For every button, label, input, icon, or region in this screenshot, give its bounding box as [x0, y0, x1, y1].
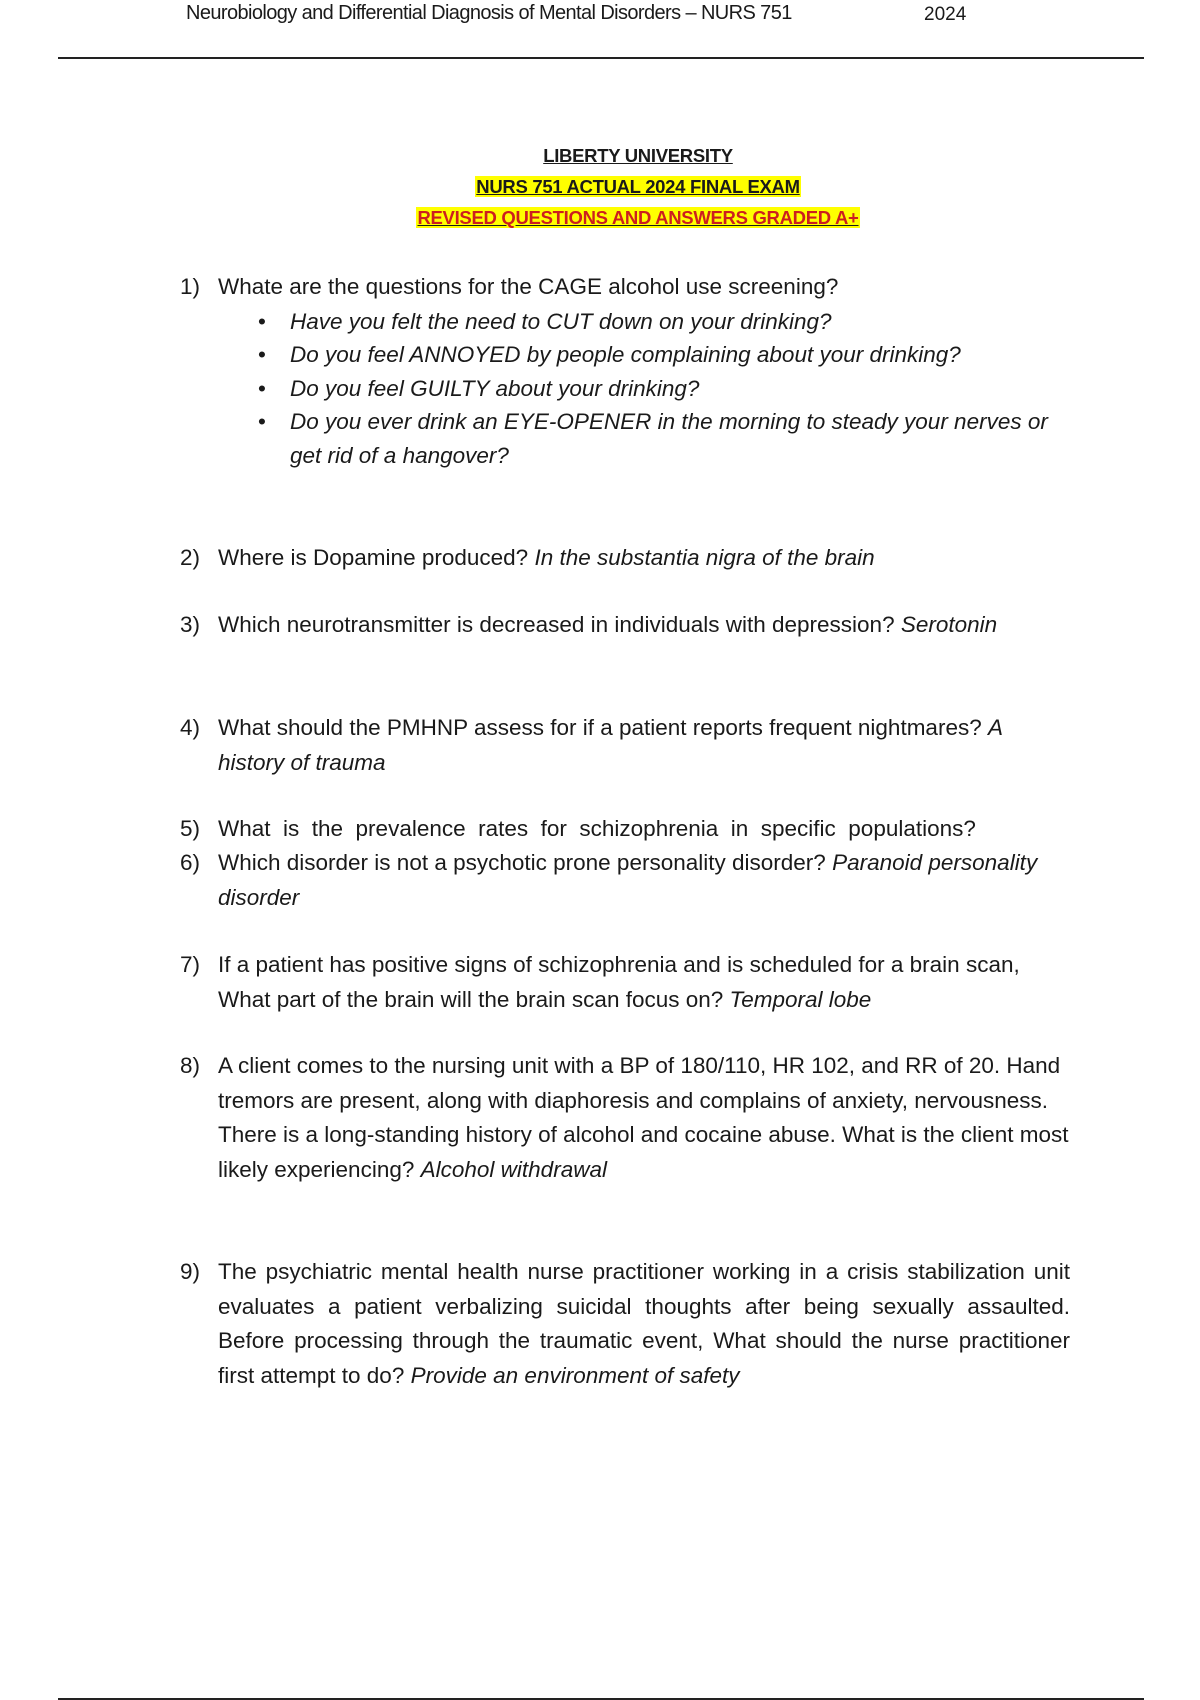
question-text: Whate are the questions for the CAGE alcohol use screening? [218, 274, 839, 299]
question-text: If a patient has positive signs of schizophrenia and is scheduled for a brain scan, What part of the brain will the brain scan focus on? [218, 952, 1020, 1012]
question-4 [180, 711, 1070, 780]
list-item: • Do you ever drink an EYE-OPENER in the morning to steady your nerves or get rid of a hangover? [218, 405, 1070, 472]
question-answer: Alcohol withdrawal [420, 1156, 607, 1182]
exam-title: NURS 751 ACTUAL 2024 FINAL EXAM [476, 176, 800, 197]
question-number: 9) [180, 1259, 201, 1284]
header-title: Neurobiology and Differential Diagnosis of Mental Disorders – NURS 751 [186, 2, 792, 24]
bullet-icon: • [258, 308, 266, 334]
question-text: The psychiatric mental health nurse practitioner working in a crisis stabilization unit evaluates a patient verbalizing suicidal thoughts after being sexually assaulted. Before processing through the traumatic event, What should the nurse practitioner first attempt to do? [218, 1259, 1070, 1388]
question-answer: A history of trauma [218, 715, 1003, 775]
list-item: • Have you felt the need to CUT down on your drinking? [218, 305, 1070, 339]
question-number: 1) [180, 274, 201, 299]
bullet-icon: • [258, 409, 266, 434]
list-item: • Do you feel GUILTY about your drinking? [218, 372, 1070, 406]
bullet-icon: • [258, 375, 266, 401]
question-number: 2) [180, 545, 201, 570]
question-number: 8) [180, 1053, 201, 1078]
question-3 [180, 608, 1070, 643]
header-divider [58, 57, 1144, 59]
question-answer: In the substantia nigra of the brain [534, 545, 875, 570]
question-answer: Serotonin [900, 612, 998, 637]
question-text: Which disorder is not a psychotic prone personality disorder? [218, 850, 826, 875]
question-1 [180, 270, 1070, 472]
question-7 [180, 948, 1070, 1017]
bullet-icon: • [258, 342, 266, 367]
question-answer: Temporal lobe [729, 986, 872, 1012]
question-answer: Provide an environment of safety [410, 1362, 740, 1388]
question-number: 6) [180, 850, 201, 875]
question-2 [180, 541, 1070, 576]
question-text: Where is Dopamine produced? [218, 545, 529, 570]
cage-question-list [218, 305, 1070, 473]
question-text: A client comes to the nursing unit with a BP of 180/110, HR 102, and RR of 20. Hand tremors are present, along with diaphoresis and complains of anxiety, nervousness. There is a long-standing history of alcohol and cocaine abuse. What is the client most likely experiencing? [218, 1053, 1069, 1182]
question-text: Which neurotransmitter is decreased in individuals with depression? [218, 612, 895, 637]
question-number: 3) [180, 612, 201, 637]
question-9 [180, 1255, 1070, 1393]
question-6 [180, 846, 1070, 915]
question-number: 7) [180, 952, 201, 977]
header-year: 2024 [924, 4, 967, 25]
question-number: 5) [180, 816, 201, 841]
question-text: What should the PMHNP assess for if a patient reports frequent nightmares? [218, 715, 982, 740]
question-answer: Paranoid personality disorder [218, 850, 1038, 910]
university-title: LIBERTY UNIVERSITY [543, 145, 733, 166]
exam-subtitle: REVISED QUESTIONS AND ANSWERS GRADED A+ [417, 207, 859, 228]
document-titles [0, 140, 1200, 233]
question-text: What is the prevalence rates for schizophrenia in specific populations? [218, 816, 976, 841]
question-5 [180, 812, 1070, 847]
question-number: 4) [180, 715, 201, 740]
question-8 [180, 1049, 1070, 1187]
list-item: • Do you feel ANNOYED by people complaining about your drinking? [218, 338, 1070, 372]
